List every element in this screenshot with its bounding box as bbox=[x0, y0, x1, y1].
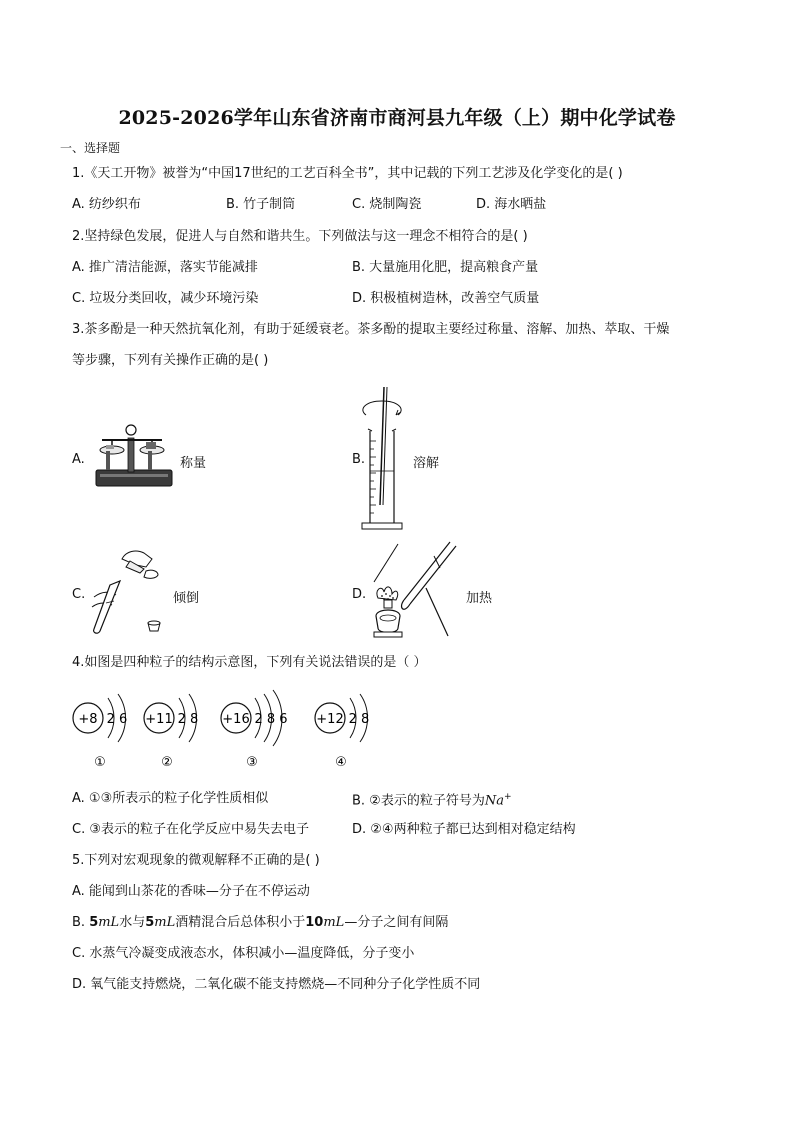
particle-4-mark: ④ bbox=[335, 755, 347, 770]
q3-stem-line1: 3.茶多酚是一种天然抗氧化剂，有助于延缓衰老。茶多酚的提取主要经过称量、溶解、加热、萃取、干燥 bbox=[72, 322, 670, 337]
q4-stem: 4.如图是四种粒子的结构示意图，下列有关说法错误的是（ ） bbox=[72, 655, 427, 670]
exam-title: 2025-2026学年山东省济南市商河县九年级（上）期中化学试卷 bbox=[118, 107, 676, 129]
q3-option-b-label: 溶解 bbox=[413, 456, 440, 471]
q3-option-d-label: 加热 bbox=[466, 591, 493, 606]
q3-option-d-letter: D. bbox=[352, 587, 367, 602]
q5-option-a: A. 能闻到山茶花的香味—分子在不停运动 bbox=[72, 884, 310, 899]
q5-b-unit3: mL bbox=[323, 915, 345, 930]
q5-stem: 5.下列对宏观现象的微观解释不正确的是( ) bbox=[72, 853, 320, 868]
q5-b-text2: 酒精混合后总体积小于 bbox=[175, 915, 306, 930]
q5-b-num2: 5 bbox=[145, 915, 155, 930]
q4-option-a: A. ①③所表示的粒子化学性质相似 bbox=[72, 791, 269, 806]
particle-1-shells: 2 6 bbox=[106, 712, 128, 727]
q3-option-c-label: 倾倒 bbox=[173, 591, 200, 606]
q1-stem: 1.《天工开物》被誉为“中国17世纪的工艺百科全书”，其中记载的下列工艺涉及化学变化的是( ) bbox=[72, 166, 623, 181]
q5-option-c: C. 水蒸气冷凝变成液态水，体积减小—温度降低，分子变小 bbox=[72, 946, 415, 961]
particle-4-diagram bbox=[315, 694, 369, 770]
q5-b-prefix: B. bbox=[72, 915, 90, 930]
balance-scale-figure bbox=[86, 418, 178, 492]
q3-option-b-letter: B. bbox=[352, 452, 366, 467]
pouring-liquid-figure bbox=[86, 545, 172, 639]
particle-1-diagram bbox=[73, 694, 127, 770]
q5-b-num1: 5 bbox=[89, 915, 99, 930]
particle-2-diagram bbox=[144, 694, 198, 770]
q2-stem: 2.坚持绿色发展，促进人与自然和谐共生。下列做法与这一理念不相符合的是( ) bbox=[72, 229, 528, 244]
q5-option-d: D. 氧气能支持燃烧，二氧化碳不能支持燃烧—不同种分子化学性质不同 bbox=[72, 977, 481, 992]
particle-3-shells: 2 8 6 bbox=[254, 712, 288, 727]
q2-option-d: D. 积极植树造林，改善空气质量 bbox=[352, 291, 540, 306]
q5-b-unit2: mL bbox=[154, 915, 176, 930]
section-heading: 一、选择题 bbox=[60, 141, 121, 155]
particle-structure-diagrams bbox=[66, 684, 396, 774]
q4-option-d: D. ②④两种粒子都已达到相对稳定结构 bbox=[352, 822, 576, 837]
sodium-ion-symbol: Na bbox=[484, 793, 504, 809]
q3-option-a-letter: A. bbox=[72, 452, 85, 467]
q4-option-c: C. ③表示的粒子在化学反应中易失去电子 bbox=[72, 822, 309, 837]
q2-option-b: B. 大量施用化肥，提高粮食产量 bbox=[352, 260, 539, 275]
particle-2-mark: ② bbox=[161, 755, 173, 770]
q2-option-a: A. 推广清洁能源，落实节能减排 bbox=[72, 260, 258, 275]
particle-3-mark: ③ bbox=[246, 755, 258, 770]
q5-option-b bbox=[72, 914, 448, 932]
q2-option-c: C. 垃圾分类回收，减少环境污染 bbox=[72, 291, 259, 306]
q4-option-b-text: B. ②表示的粒子符号为 bbox=[352, 793, 485, 809]
particle-1-nucleus: +8 bbox=[78, 712, 98, 727]
particle-2-shells: 2 8 bbox=[177, 712, 199, 727]
particle-4-nucleus: +12 bbox=[316, 712, 344, 727]
particle-2-nucleus: +11 bbox=[145, 712, 173, 727]
particle-3-diagram bbox=[221, 690, 288, 770]
graduated-cylinder-figure bbox=[356, 385, 412, 535]
heating-test-tube-figure bbox=[364, 538, 460, 642]
q3-option-a-label: 称量 bbox=[180, 456, 207, 471]
q1-option-a: A. 纺纱织布 bbox=[72, 197, 141, 212]
particle-1-mark: ① bbox=[94, 755, 106, 770]
particle-4-shells: 2 8 bbox=[348, 712, 370, 727]
q5-b-num3: 10 bbox=[305, 915, 324, 930]
q5-b-text3: —分子之间有间隔 bbox=[344, 915, 449, 930]
q4-option-b bbox=[352, 788, 512, 810]
q1-option-b: B. 竹子制筒 bbox=[226, 197, 296, 212]
ion-charge: + bbox=[503, 792, 512, 802]
q5-b-unit1: mL bbox=[98, 915, 120, 930]
q5-b-text1: 水与 bbox=[119, 915, 146, 930]
particle-3-nucleus: +16 bbox=[222, 712, 250, 727]
q3-option-c-letter: C. bbox=[72, 587, 86, 602]
q1-option-d: D. 海水晒盐 bbox=[476, 197, 547, 212]
q1-option-c: C. 烧制陶瓷 bbox=[352, 197, 422, 212]
q3-stem-line2: 等步骤，下列有关操作正确的是( ) bbox=[72, 353, 269, 368]
